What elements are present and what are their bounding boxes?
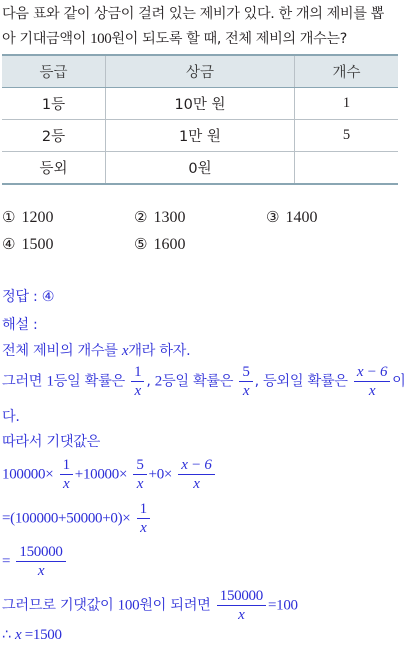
fraction: $\frac{1}{x}$	[60, 456, 73, 493]
choice-4[interactable]: ④ 1500	[2, 235, 54, 253]
expectation-step-3: = $\frac{150000}{x}$	[2, 543, 68, 580]
question-line-2: 아 기대금액이 100원이 되도록 할 때, 전체 제비의 개수는?	[2, 31, 347, 47]
fraction: $\frac{x - 6}{x}$	[178, 456, 214, 493]
cell-prize: 10만 원	[105, 88, 294, 120]
header-prize: 상금	[105, 55, 294, 88]
answer-line: 정답 : ④	[2, 289, 55, 305]
fraction: $\frac{150000}{x}$	[217, 587, 266, 624]
cell-prize: 1만 원	[105, 120, 294, 152]
choice-1[interactable]: ① 1200	[2, 208, 54, 226]
choice-5[interactable]: ⑤ 1600	[134, 235, 186, 253]
solution-step-1: 전체 제비의 개수를 x개라 하자.	[2, 343, 191, 359]
fraction: $\frac{1}{x}$	[131, 363, 144, 400]
header-count: 개수	[294, 55, 398, 88]
solution-step-4: 따라서 기댓값은	[2, 434, 101, 450]
choice-2[interactable]: ② 1300	[134, 208, 186, 226]
prize-table	[2, 54, 398, 185]
cell-grade: 2등	[2, 120, 105, 152]
solution-step-5: 그러므로 기댓값이 100원이 되려면 $\frac{150000}{x}$ =100	[2, 588, 298, 623]
cell-grade: 등외	[2, 152, 105, 185]
table-header-row	[2, 55, 398, 88]
fraction: $\frac{5}{x}$	[133, 456, 146, 493]
table-row	[2, 120, 398, 152]
expectation-expression: 100000× $\frac{1}{x}$ +10000× $\frac{5}{x}$ +0× $\frac{x - 6}{x}$	[2, 456, 217, 493]
header-grade: 등급	[2, 55, 105, 88]
fraction: $\frac{150000}{x}$	[16, 543, 65, 580]
question-line-1: 다음 표와 같이 상금이 걸려 있는 제비가 있다. 한 개의 제비를 뽑	[2, 6, 384, 22]
choice-3[interactable]: ③ 1400	[266, 208, 318, 226]
question-text	[2, 2, 398, 52]
solution-step-2: 그러면 1등일 확률은 $\frac{1}{x}$ , 2등일 확률은 $\frac{5}{x}$ , 등외일 확률은 $\frac{x - 6}{x}$ 이	[2, 364, 406, 399]
cell-prize: 0원	[105, 152, 294, 185]
table-row	[2, 152, 398, 185]
expectation-step-2: =(100000+50000+0)× $\frac{1}{x}$	[2, 500, 152, 537]
cell-count: 5	[294, 120, 398, 152]
fraction: $\frac{1}{x}$	[137, 500, 150, 537]
cell-grade: 1등	[2, 88, 105, 120]
cell-count: 1	[294, 88, 398, 120]
solution-step-3: 다.	[2, 409, 20, 425]
fraction: $\frac{x - 6}{x}$	[354, 363, 390, 400]
final-answer: ∴ x =1500	[2, 627, 62, 643]
explanation-label: 해설 :	[2, 317, 38, 333]
table-row	[2, 88, 398, 120]
fraction: $\frac{5}{x}$	[239, 363, 252, 400]
cell-count	[294, 152, 398, 185]
